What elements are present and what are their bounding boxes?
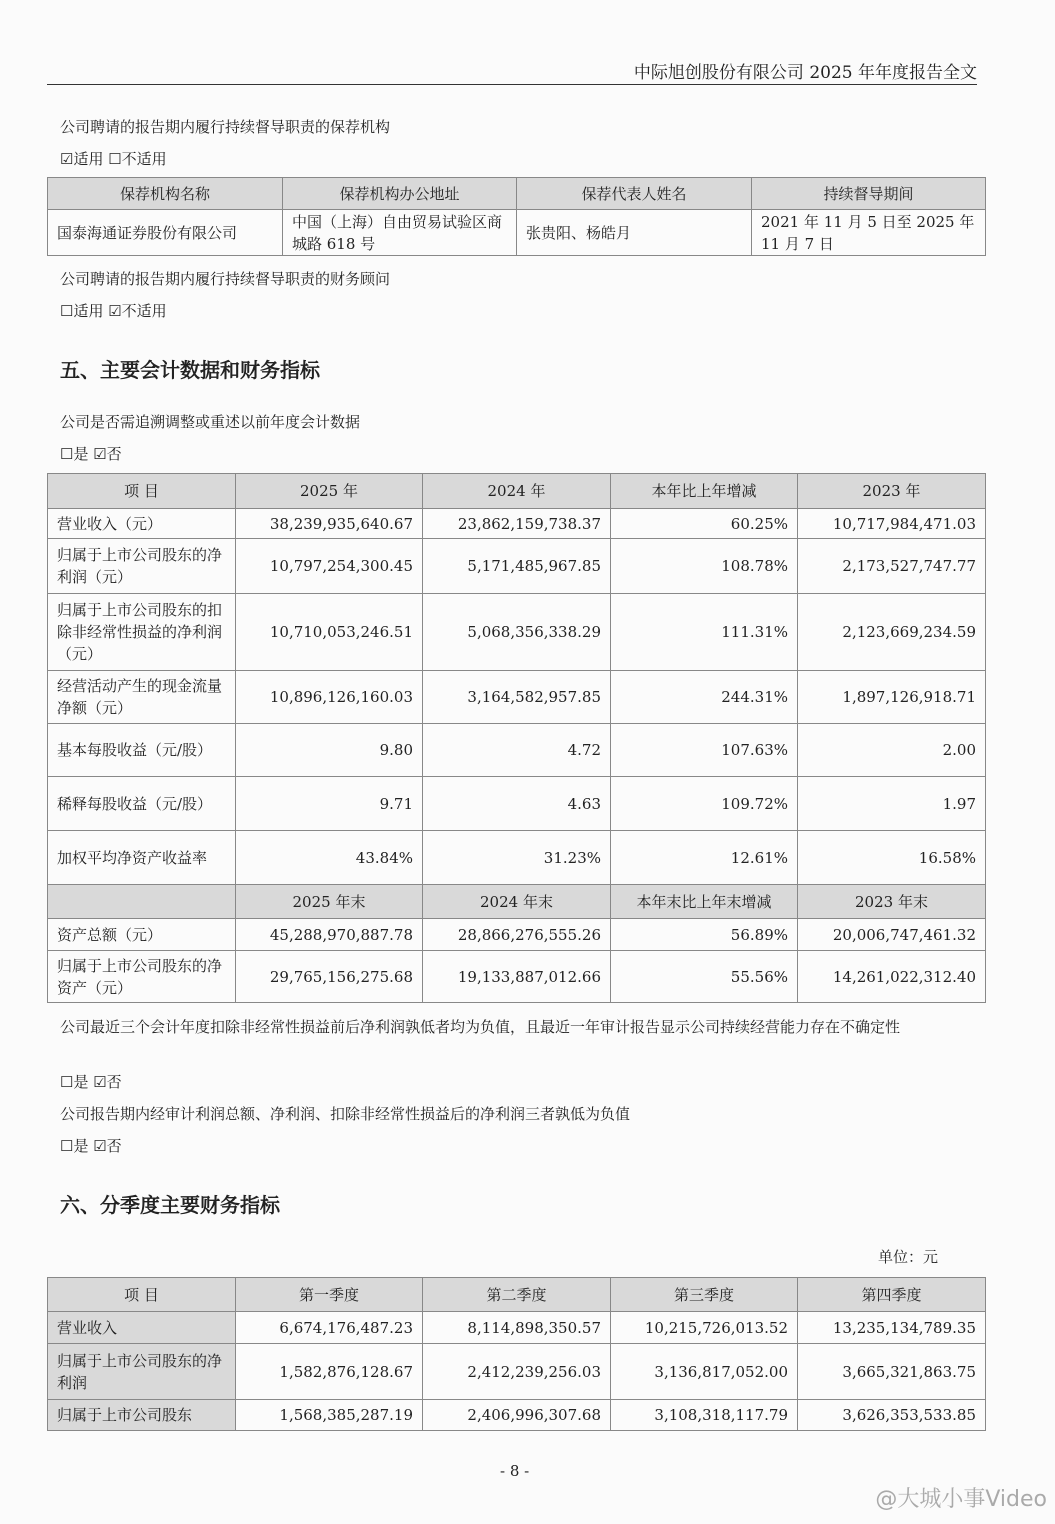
row-label: 基本每股收益（元/股）: [48, 724, 236, 777]
col-header: 2024 年末: [423, 885, 611, 919]
value-cell: 10,896,126,160.03: [236, 671, 423, 724]
table-row: [48, 951, 986, 1003]
col-header: 第二季度: [423, 1278, 611, 1312]
section6-title: 六、分季度主要财务指标: [60, 1193, 280, 1217]
col-header: 第三季度: [611, 1278, 798, 1312]
negative-profit-question: 公司报告期内经审计利润总额、净利润、扣除非经常性损益后的净利润三者孰低为负值: [60, 1105, 631, 1123]
row-label: 归属于上市公司股东的净利润: [48, 1344, 236, 1400]
value-cell: 3,665,321,863.75: [798, 1344, 986, 1400]
col-header: 第一季度: [236, 1278, 423, 1312]
value-cell: 9.80: [236, 724, 423, 777]
col-header: 持续督导期间: [752, 178, 986, 210]
col-header: 2025 年: [236, 474, 423, 509]
col-header: 2023 年末: [798, 885, 986, 919]
value-cell: 10,710,053,246.51: [236, 594, 423, 671]
col-header: 本年末比上年末增减: [611, 885, 798, 919]
value-cell: 1,582,876,128.67: [236, 1344, 423, 1400]
row-label: 归属于上市公司股东: [48, 1400, 236, 1431]
value-cell: 109.72%: [611, 777, 798, 831]
col-header: 2025 年末: [236, 885, 423, 919]
value-cell: 107.63%: [611, 724, 798, 777]
sponsor-table: [47, 177, 986, 256]
header-rule: [47, 84, 977, 85]
row-label: 归属于上市公司股东的扣除非经常性损益的净利润（元）: [48, 594, 236, 671]
page-header: 中际旭创股份有限公司 2025 年年度报告全文: [633, 63, 977, 83]
col-header: 2024 年: [423, 474, 611, 509]
value-cell: 4.72: [423, 724, 611, 777]
col-header: 项 目: [48, 474, 236, 509]
quarterly-table: [47, 1277, 986, 1431]
row-label: 营业收入: [48, 1312, 236, 1344]
cell: 张贵阳、杨皓月: [517, 210, 752, 256]
col-header: 保荐机构办公地址: [283, 178, 517, 210]
table-row: [48, 1312, 986, 1344]
value-cell: 38,239,935,640.67: [236, 509, 423, 539]
value-cell: 2,123,669,234.59: [798, 594, 986, 671]
watermark: @大城小事Video: [875, 1487, 1047, 1512]
row-label: 加权平均净资产收益率: [48, 831, 236, 885]
col-header: 保荐机构名称: [48, 178, 283, 210]
value-cell: 13,235,134,789.35: [798, 1312, 986, 1344]
value-cell: 5,171,485,967.85: [423, 539, 611, 594]
value-cell: 20,006,747,461.32: [798, 919, 986, 951]
value-cell: 244.31%: [611, 671, 798, 724]
value-cell: 14,261,022,312.40: [798, 951, 986, 1003]
table-row: [48, 831, 986, 885]
value-cell: 3,108,318,117.79: [611, 1400, 798, 1431]
cell: 国泰海通证券股份有限公司: [48, 210, 283, 256]
value-cell: 3,136,817,052.00: [611, 1344, 798, 1400]
table-row: [48, 539, 986, 594]
table-row: [48, 919, 986, 951]
value-cell: 111.31%: [611, 594, 798, 671]
row-label: 归属于上市公司股东的净资产（元）: [48, 951, 236, 1003]
col-header: 第四季度: [798, 1278, 986, 1312]
cell: 2021 年 11 月 5 日至 2025 年 11 月 7 日: [752, 210, 986, 256]
col-header: 项 目: [48, 1278, 236, 1312]
table-row: [48, 594, 986, 671]
sponsor-check: ☑适用 ☐不适用: [60, 150, 167, 168]
value-cell: 29,765,156,275.68: [236, 951, 423, 1003]
value-cell: 2,406,996,307.68: [423, 1400, 611, 1431]
table-row: [48, 1400, 986, 1431]
col-header: 2023 年: [798, 474, 986, 509]
restate-answer: ☐是 ☑否: [60, 445, 122, 463]
table-row: [48, 671, 986, 724]
col-header: [48, 885, 236, 919]
going-concern-question: 公司最近三个会计年度扣除非经常性损益前后净利润孰低者均为负值，且最近一年审计报告显示公司持续经营能力存在不确定性: [60, 1018, 901, 1036]
col-header: 保荐代表人姓名: [517, 178, 752, 210]
value-cell: 10,797,254,300.45: [236, 539, 423, 594]
value-cell: 19,133,887,012.66: [423, 951, 611, 1003]
value-cell: 108.78%: [611, 539, 798, 594]
table-row: [48, 1344, 986, 1400]
value-cell: 16.58%: [798, 831, 986, 885]
value-cell: 2.00: [798, 724, 986, 777]
advisor-intro: 公司聘请的报告期内履行持续督导职责的财务顾问: [60, 270, 391, 288]
value-cell: 43.84%: [236, 831, 423, 885]
value-cell: 45,288,970,887.78: [236, 919, 423, 951]
cell: 中国（上海）自由贸易试验区商城路 618 号: [283, 210, 517, 256]
value-cell: 31.23%: [423, 831, 611, 885]
value-cell: 6,674,176,487.23: [236, 1312, 423, 1344]
value-cell: 3,164,582,957.85: [423, 671, 611, 724]
value-cell: 1,568,385,287.19: [236, 1400, 423, 1431]
value-cell: 1.97: [798, 777, 986, 831]
row-label: 归属于上市公司股东的净利润（元）: [48, 539, 236, 594]
row-label: 营业收入（元）: [48, 509, 236, 539]
value-cell: 2,173,527,747.77: [798, 539, 986, 594]
row-label: 经营活动产生的现金流量净额（元）: [48, 671, 236, 724]
sponsor-intro: 公司聘请的报告期内履行持续督导职责的保荐机构: [60, 118, 391, 136]
negative-profit-answer: ☐是 ☑否: [60, 1137, 122, 1155]
col-header: 本年比上年增减: [611, 474, 798, 509]
value-cell: 5,068,356,338.29: [423, 594, 611, 671]
value-cell: 9.71: [236, 777, 423, 831]
going-concern-answer: ☐是 ☑否: [60, 1073, 122, 1091]
table-row: [48, 509, 986, 539]
value-cell: 10,717,984,471.03: [798, 509, 986, 539]
value-cell: 2,412,239,256.03: [423, 1344, 611, 1400]
row-label: 稀释每股收益（元/股）: [48, 777, 236, 831]
value-cell: 23,862,159,738.37: [423, 509, 611, 539]
unit-label: 单位：元: [878, 1248, 939, 1266]
value-cell: 55.56%: [611, 951, 798, 1003]
advisor-check: ☐适用 ☑不适用: [60, 302, 167, 320]
section5-title: 五、主要会计数据和财务指标: [60, 358, 320, 382]
value-cell: 1,897,126,918.71: [798, 671, 986, 724]
value-cell: 56.89%: [611, 919, 798, 951]
value-cell: 10,215,726,013.52: [611, 1312, 798, 1344]
value-cell: 28,866,276,555.26: [423, 919, 611, 951]
row-label: 资产总额（元）: [48, 919, 236, 951]
value-cell: 60.25%: [611, 509, 798, 539]
value-cell: 4.63: [423, 777, 611, 831]
financial-indicators-table: [47, 473, 986, 1003]
value-cell: 12.61%: [611, 831, 798, 885]
value-cell: 8,114,898,350.57: [423, 1312, 611, 1344]
restate-question: 公司是否需追溯调整或重述以前年度会计数据: [60, 413, 361, 431]
table-row: [48, 777, 986, 831]
page-number: - 8 -: [500, 1462, 530, 1480]
value-cell: 3,626,353,533.85: [798, 1400, 986, 1431]
table-row: [48, 724, 986, 777]
